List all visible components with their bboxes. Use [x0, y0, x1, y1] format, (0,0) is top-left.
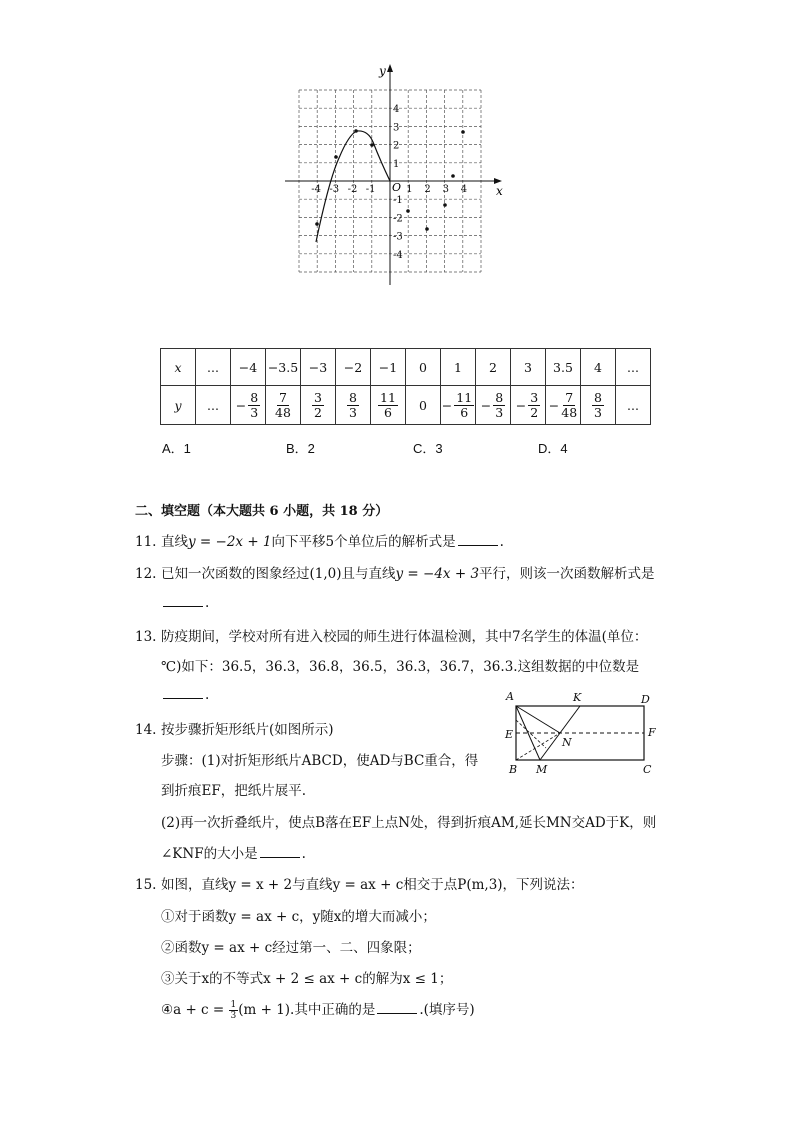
y-tick-label: -4 [393, 249, 403, 261]
section-title: 二、填空题（本大题共 6 小题，共 18 分） [135, 504, 389, 519]
question-11: 11. 直线y = −2x + 1向下平移5个单位后的解析式是 . [135, 534, 504, 550]
table-cell-x: −3.5 [266, 349, 301, 386]
table-cell-x: 2 [476, 349, 511, 386]
table-cell-x: −2 [336, 349, 371, 386]
x-tick-label: 4 [460, 184, 468, 195]
label-f: F [648, 726, 656, 739]
y-tick-label: -2 [393, 213, 403, 225]
y-axis-label: y [379, 64, 386, 78]
point [354, 129, 358, 133]
question-12: 12. 已知一次函数的图象经过(1,0)且与直线y = −4x + 3平行，则该一次函数解析式是 [135, 566, 655, 582]
y-tick-label: -3 [393, 231, 403, 243]
table-row-y [161, 386, 651, 425]
line-an [516, 706, 560, 733]
label-m: M [536, 763, 548, 776]
label-d: D [641, 693, 650, 706]
statement-4: ④a + c = $\frac{1}{3}$ (m + 1).其中正确的是 .(填序号) [161, 1000, 475, 1021]
question-14-line-2: 步骤：(1)对折矩形纸片ABCD，使AD与BC重合，得 [161, 753, 479, 769]
table-header-x: x [161, 349, 196, 386]
table-cell-x: −3 [301, 349, 336, 386]
table-cell-y: $\frac{3}{2}$ [301, 386, 336, 425]
choice-c[interactable]: C．3 [413, 441, 443, 456]
table-cell-y: ... [196, 386, 231, 425]
answer-blank[interactable] [377, 1001, 417, 1014]
statement-3: ③关于x的不等式x + 2 ≤ ax + c的解为x ≤ 1； [161, 971, 453, 987]
table-cell-y: − $\frac{8}{3}$ [476, 386, 511, 425]
question-14: 14. 按步骤折矩形纸片(如图所示) [135, 722, 334, 738]
label-k: K [573, 691, 582, 704]
table-cell-y: $\frac{8}{3}$ [336, 386, 371, 425]
statement-1: ①对于函数y = ax + c，y随x的增大而减小； [161, 909, 436, 925]
statement-2: ②函数y = ax + c经过第一、二、四象限； [161, 940, 421, 956]
y-tick-label: 2 [393, 140, 400, 152]
table-cell-x: 4 [581, 349, 616, 386]
question-14-line-4: (2)再一次折叠纸片，使点B落在EF上点N处，得到折痕AM,延长MN交AD于K，则 [161, 815, 657, 831]
label-e: E [505, 728, 514, 741]
table-cell-x: 3.5 [546, 349, 581, 386]
table-cell-y: $\frac{11}{6}$ [371, 386, 406, 425]
function-graph [280, 60, 510, 290]
dashed-helper [516, 720, 546, 748]
table-cell-y: 0 [406, 386, 441, 425]
table-cell-x: ... [616, 349, 651, 386]
point [370, 143, 374, 147]
x-tick-label: 3 [442, 184, 449, 195]
table-cell-y: − $\frac{8}{3}$ [231, 386, 266, 425]
question-13: 13. 防疫期间，学校对所有进入校园的师生进行体温检测，其中7名学生的体温(单位： [135, 629, 648, 645]
answer-blank[interactable] [260, 845, 300, 858]
y-tick-label: 1 [393, 158, 400, 170]
table-cell-y: − $\frac{11}{6}$ [441, 386, 476, 425]
answer-blank[interactable] [163, 686, 203, 699]
x-tick-label: -3 [329, 184, 340, 195]
tick-labels [311, 104, 467, 261]
question-15: 15. 如图，直线y = x + 2与直线y = ax + c相交于点P(m,3)，下列说法： [135, 877, 584, 893]
table-cell-x: 3 [511, 349, 546, 386]
table-cell-y: $\frac{8}{3}$ [581, 386, 616, 425]
table-cell-y: − $\frac{7}{48}$ [546, 386, 581, 425]
table-cell-x: 0 [406, 349, 441, 386]
label-c: C [643, 763, 652, 776]
choice-b[interactable]: B．2 [286, 441, 315, 456]
label-a: A [506, 690, 514, 703]
y-tick-label: 3 [393, 122, 400, 134]
table-cell-x: 1 [441, 349, 476, 386]
x-tick-label: -4 [311, 184, 321, 195]
choice-d[interactable]: D．4 [538, 441, 568, 456]
point [461, 130, 465, 134]
point [315, 222, 319, 226]
question-14-line-3: 到折痕EF，把纸片展平. [161, 783, 307, 799]
x-tick-label: 2 [424, 184, 431, 195]
choice-a[interactable]: A．1 [162, 441, 191, 456]
origin-label: O [392, 181, 402, 194]
table-cell-x: ... [196, 349, 231, 386]
rectangle-fold-figure [500, 688, 670, 778]
y-tick-label: -1 [393, 195, 403, 207]
point [451, 174, 455, 178]
table-row-x [161, 349, 651, 386]
x-tick-label: -1 [365, 184, 376, 195]
question-13-line-2: ℃)如下：36.5，36.3，36.8，36.5，36.3，36.7，36.3.这组数据的中位数是 [161, 659, 640, 675]
table-cell-x: −1 [371, 349, 406, 386]
point [425, 227, 429, 231]
point [334, 155, 338, 159]
point [406, 209, 410, 213]
question-13-blank-line: . [161, 686, 209, 703]
x-tick-label: -2 [347, 184, 358, 195]
table-cell-y: $\frac{7}{48}$ [266, 386, 301, 425]
table-cell-y: ... [616, 386, 651, 425]
table-cell-x: −4 [231, 349, 266, 386]
table-header-y: y [161, 386, 196, 425]
x-axis-label: x [496, 184, 503, 198]
table-cell-y: − $\frac{3}{2}$ [511, 386, 546, 425]
label-n: N [562, 736, 572, 749]
point [443, 203, 447, 207]
y-axis-arrow [387, 64, 393, 72]
question-14-line-5: ∠KNF的大小是 . [161, 846, 306, 862]
answer-blank[interactable] [458, 533, 498, 546]
label-b: B [509, 763, 518, 776]
value-table [160, 348, 651, 425]
y-tick-label: 4 [393, 104, 400, 116]
x-tick-label: 1 [406, 184, 413, 195]
answer-blank[interactable] [163, 594, 203, 607]
question-12-blank-line: . [161, 594, 209, 611]
